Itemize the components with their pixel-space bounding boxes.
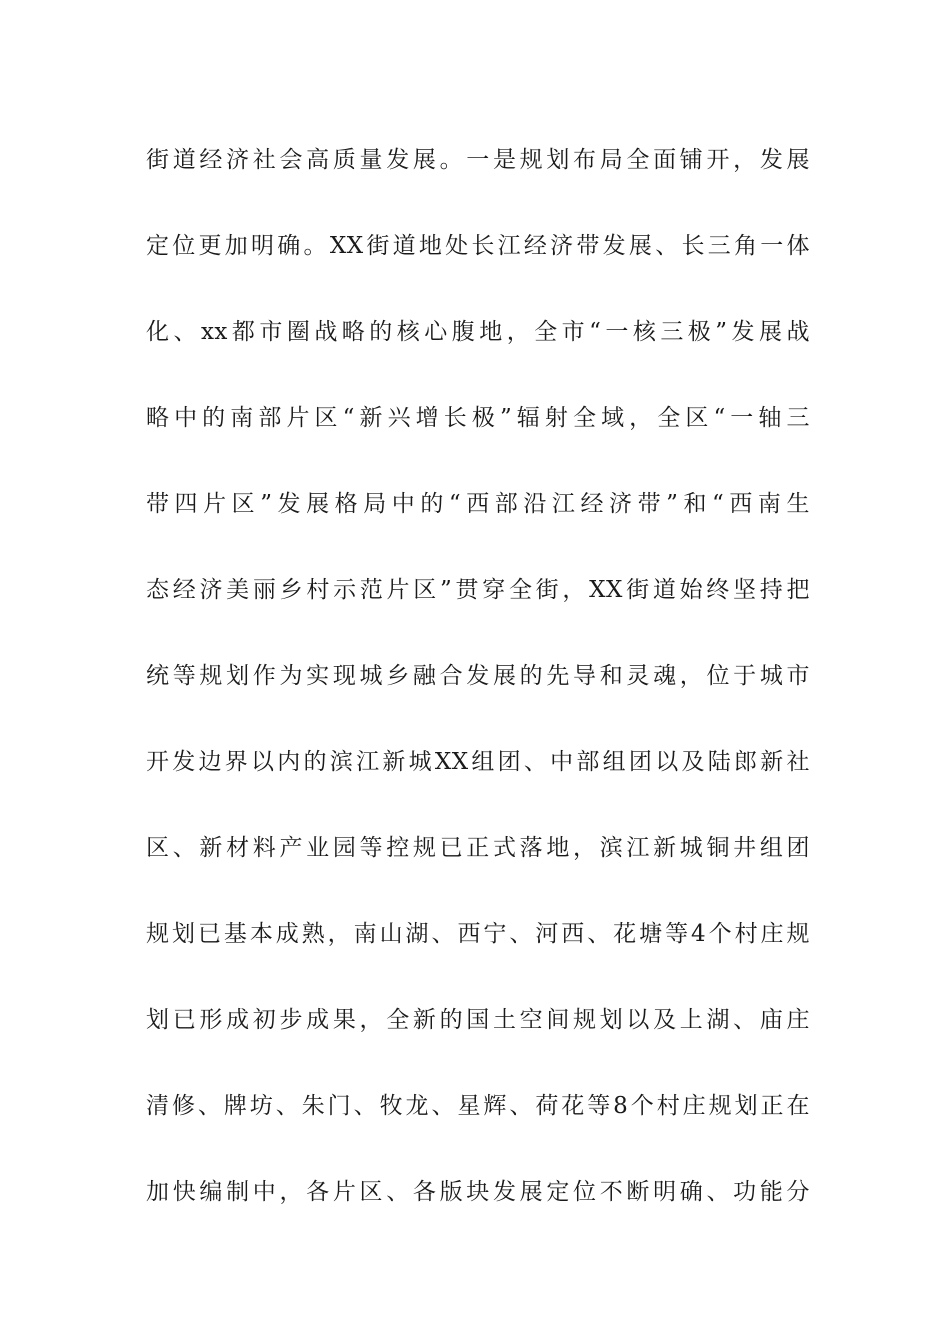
- text-line: 化、xx都市圈战略的核心腹地，全市“一核三极”发展战: [146, 319, 810, 345]
- text-line: 加快编制中，各片区、各版块发展定位不断明确、功能分: [146, 1179, 810, 1205]
- text-line: 区、新材料产业园等控规已正式落地，滨江新城铜井组团: [146, 835, 810, 861]
- body-text: [146, 138, 810, 1256]
- text-line: 规划已基本成熟，南山湖、西宁、河西、花塘等4个村庄规: [146, 921, 810, 947]
- text-line: 划已形成初步成果，全新的国土空间规划以及上湖、庙庄: [146, 1007, 810, 1033]
- text-line: 街道经济社会高质量发展。一是规划布局全面铺开，发展: [146, 147, 810, 173]
- text-line: 开发边界以内的滨江新城XX组团、中部组团以及陆郎新社: [146, 749, 810, 775]
- text-line: 带四片区”发展格局中的“西部沿江经济带”和“西南生: [146, 491, 810, 517]
- text-line: 态经济美丽乡村示范片区”贯穿全街，XX街道始终坚持把: [146, 577, 810, 603]
- text-line: 略中的南部片区“新兴增长极”辐射全域，全区“一轴三: [146, 405, 810, 431]
- text-line: 定位更加明确。XX街道地处长江经济带发展、长三角一体: [146, 233, 810, 259]
- text-line: 统等规划作为实现城乡融合发展的先导和灵魂，位于城市: [146, 663, 810, 689]
- text-line: 清修、牌坊、朱门、牧龙、星辉、荷花等8个村庄规划正在: [146, 1093, 810, 1119]
